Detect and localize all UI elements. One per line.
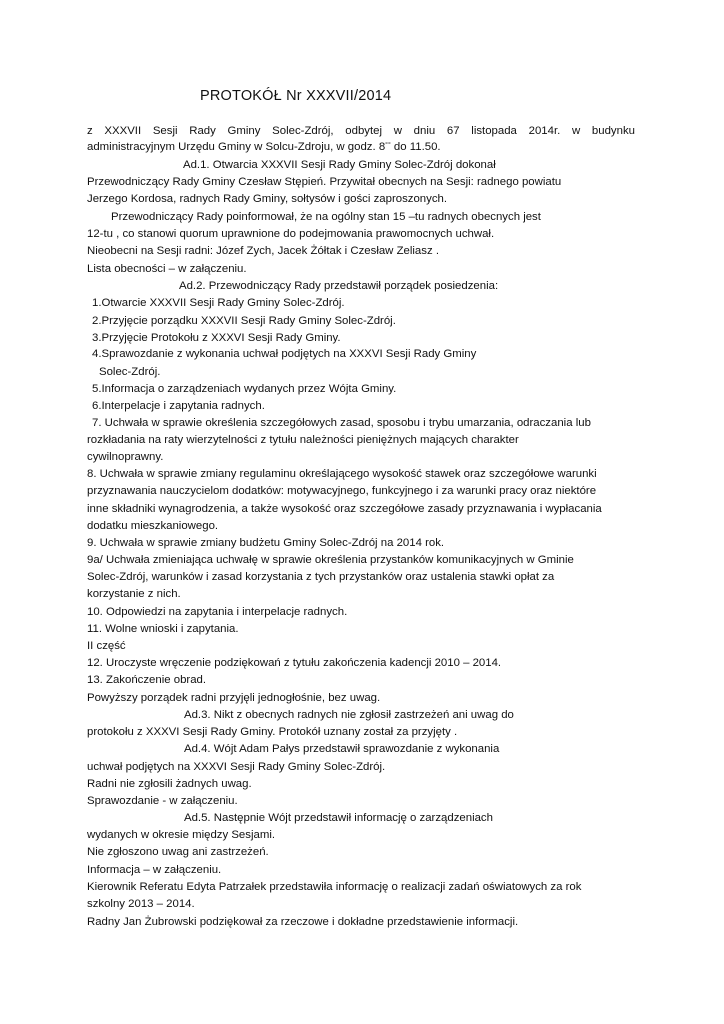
text-line: korzystanie z nich. [87,588,181,600]
text-line: 11. Wolne wnioski i zapytania. [87,623,239,635]
text-line: Radny Jan Żubrowski podziękował za rzeczowe i dokładne przedstawienie informacji. [87,916,519,928]
text-line: Radni nie zgłosili żadnych uwag. [87,778,252,790]
text-line: szkolny 2013 – 2014. [87,898,195,910]
text-line: 5.Informacja o zarządzeniach wydanych przez Wójta Gminy. [92,383,397,395]
text-line: inne składniki wynagrodzenia, a także wysokość oraz szczegółowe zasady przyznawania i wypłacania [87,503,602,515]
text-line: Powyższy porządek radni przyjęli jednogłośnie, bez uwag. [87,692,381,704]
text-line: 6.Interpelacje i zapytania radnych. [92,400,265,412]
text-line: 7. Uchwała w sprawie określenia szczegółowych zasad, sposobu i trybu umarzania, odraczania lub [92,417,591,429]
text-line: protokołu z XXXVI Sesji Rady Gminy. Protokół uznany został za przyjęty . [87,726,458,738]
text-line: Przewodniczący Rady poinformował, że na ogólny stan 15 –tu radnych obecnych jest [111,211,541,223]
text-line: 4.Sprawozdanie z wykonania uchwał podjętych na XXXVI Sesji Rady Gminy [92,348,477,360]
intro-line-1: z XXXVII Sesji Rady Gminy Solec-Zdrój, odbytej w dniu 67 listopada 2014r. w budynku [87,125,635,137]
intro-line-2: administracyjnym Urzędu Gminy w Solcu-Zdroju, w godz. 8°° do 11.50. [87,141,441,153]
intro-paragraph [87,123,635,155]
time-superscript: °° [385,142,391,149]
text-line: Informacja – w załączeniu. [87,864,222,876]
text-line: Solec-Zdrój. [99,366,161,378]
text-line: Jerzego Kordosa, radnych Rady Gminy, sołtysów i gości zaproszonych. [87,193,448,205]
text-line: 1.Otwarcie XXXVII Sesji Rady Gminy Solec-Zdrój. [92,297,345,309]
text-line: 12-tu , co stanowi quorum uprawnione do podejmowania prawomocnych uchwał. [87,228,495,240]
text-line: 12. Uroczyste wręczenie podziękowań z tytułu zakończenia kadencji 2010 – 2014. [87,657,502,669]
text-line: przyznawania nauczycielom dodatków: motywacyjnego, funkcyjnego i za warunki pracy oraz niektóre [87,485,597,497]
text-line: 2.Przyjęcie porządku XXXVII Sesji Rady Gminy Solec-Zdrój. [92,315,396,327]
text-line: 9a/ Uchwała zmieniająca uchwałę w sprawie określenia przystanków komunikacyjnych w Gminie [87,554,574,566]
text-line: uchwał podjętych na XXXVI Sesji Rady Gminy Solec-Zdrój. [87,761,386,773]
text-line: 8. Uchwała w sprawie zmiany regulaminu określającego wysokość stawek oraz szczegółowe warunki [87,468,597,480]
text-line: Kierownik Referatu Edyta Patrzałek przedstawiła informację o realizacji zadań oświatowych za rok [87,881,582,893]
text-line: II część [87,640,126,652]
text-line: rozkładania na raty wierzytelności z tytułu należności pieniężnych mających charakter [87,434,519,446]
text-line: Ad.1. Otwarcia XXXVII Sesji Rady Gminy Solec-Zdrój dokonał [183,159,496,171]
text-line: Sprawozdanie - w załączeniu. [87,795,238,807]
text-line: 3.Przyjęcie Protokołu z XXXVI Sesji Rady Gminy. [92,332,341,344]
text-line: Przewodniczący Rady Gminy Czesław Stępień. Przywitał obecnych na Sesji: radnego powiatu [87,176,562,188]
text-line: 13. Zakończenie obrad. [87,674,207,686]
text-line: Nie zgłoszono uwag ani zastrzeżeń. [87,846,269,858]
text-line: 10. Odpowiedzi na zapytania i interpelacje radnych. [87,606,348,618]
text-line: Solec-Zdrój, warunków i zasad korzystania z tych przystanków oraz ustalenia stawki opłat za [87,571,555,583]
text-line: dodatku mieszkaniowego. [87,520,219,532]
text-line: Nieobecni na Sesji radni: Józef Zych, Jacek Żółtak i Czesław Zeliasz . [87,245,439,257]
text-line: Ad.4. Wójt Adam Pałys przedstawił sprawozdanie z wykonania [184,743,500,755]
text-line: cywilnoprawny. [87,451,164,463]
text-line: Lista obecności – w załączeniu. [87,263,247,275]
text-line: Ad.3. Nikt z obecnych radnych nie zgłosił zastrzeżeń ani uwag do [184,709,514,721]
document-title: PROTOKÓŁ Nr XXXVII/2014 [200,88,392,104]
text-line: 9. Uchwała w sprawie zmiany budżetu Gminy Solec-Zdrój na 2014 rok. [87,537,445,549]
text-line: Ad.2. Przewodniczący Rady przedstawił porządek posiedzenia: [179,280,499,292]
text-line: wydanych w okresie między Sesjami. [87,829,276,841]
text-line: Ad.5. Następnie Wójt przedstawił informację o zarządzeniach [184,812,493,824]
